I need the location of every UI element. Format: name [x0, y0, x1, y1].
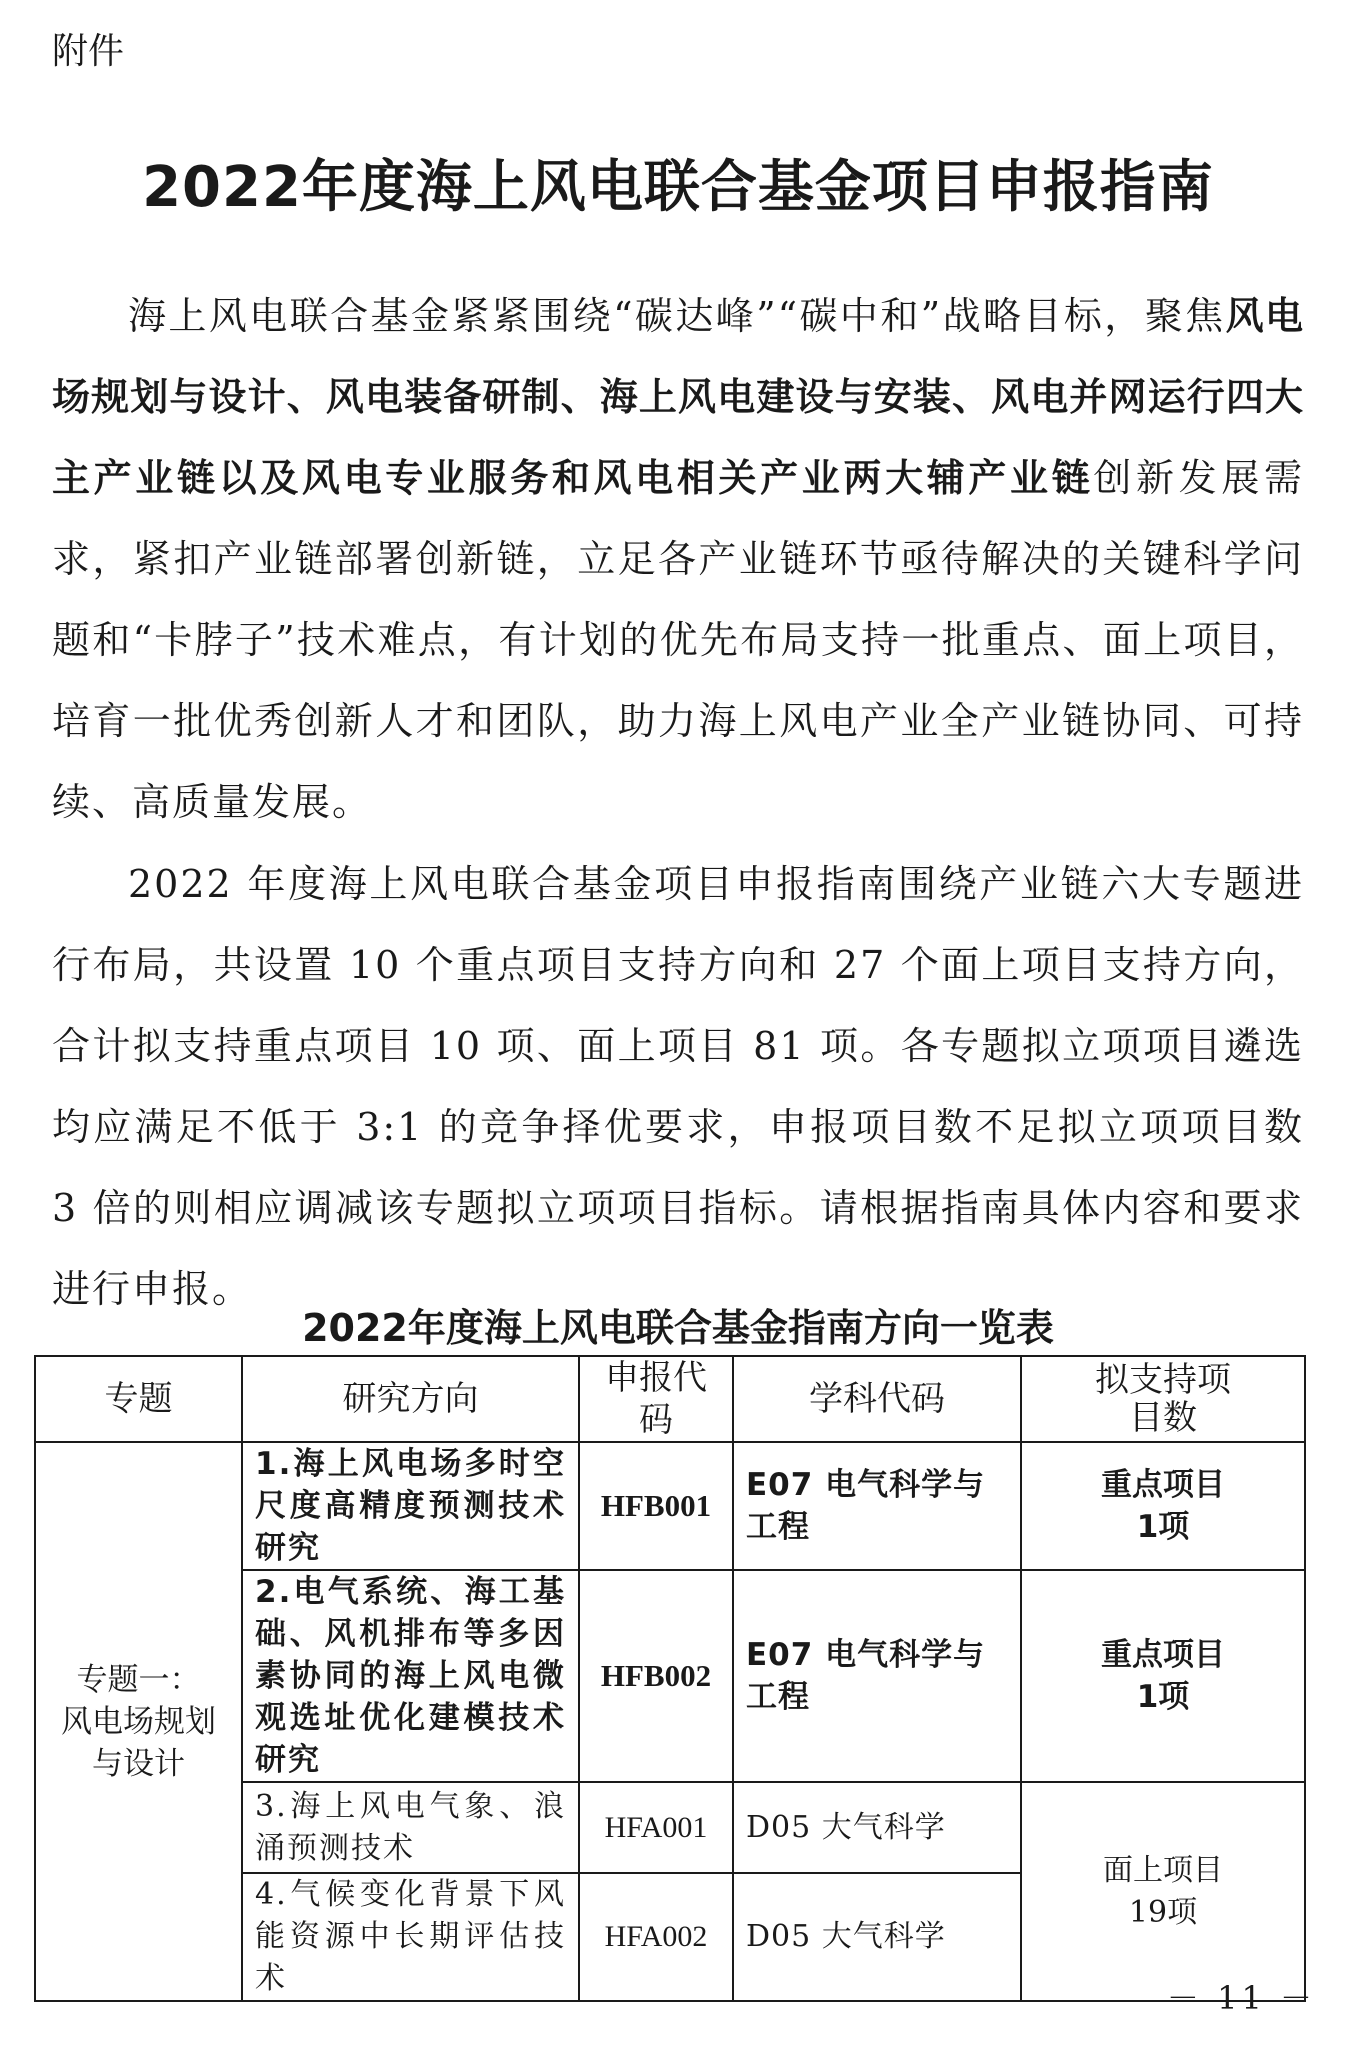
- subject-code-cell: E07 电气科学与工程: [733, 1570, 1021, 1782]
- count-line1: 重点项目: [1101, 1637, 1225, 1673]
- direction-cell: 4.气候变化背景下风能资源中长期评估技术: [242, 1873, 579, 2001]
- subject-code-cell: D05 大气科学: [733, 1873, 1021, 2001]
- intro-text: 海上风电联合基金紧紧围绕“碳达峰”“碳中和”战略目标，聚焦: [128, 294, 1226, 338]
- header-count-line2: 目数: [1129, 1398, 1197, 1438]
- intro-paragraph: [52, 276, 1304, 843]
- project-count-cell: [1021, 1782, 1305, 2001]
- header-subject-code: 学科代码: [733, 1356, 1021, 1442]
- table-title: 2022年度海上风电联合基金指南方向一览表: [302, 1306, 1054, 1350]
- header-topic: 专题: [35, 1356, 242, 1442]
- direction-cell: 1.海上风电场多时空尺度高精度预测技术研究: [242, 1442, 579, 1570]
- subject-code-cell: E07 电气科学与工程: [733, 1442, 1021, 1570]
- topic-line1: 专题一：: [76, 1661, 201, 1698]
- count-line2: 1项: [1136, 1679, 1190, 1715]
- topic-line2: 风电场规划: [61, 1703, 216, 1740]
- topic-cell: [35, 1442, 242, 2001]
- header-count-line1: 拟支持项: [1095, 1360, 1231, 1400]
- app-code-cell: HFA002: [579, 1873, 733, 2001]
- header-app-code: 申报代码: [579, 1356, 733, 1442]
- layout-paragraph: 2022 年度海上风电联合基金项目申报指南围绕产业链六大专题进行布局，共设置 10 个重点项目支持方向和 27 个面上项目支持方向，合计拟支持重点项目 10 项、面上项目 81 项。各专题拟立项项目遴选均应满足不低于 3:1 的竞争择优要求，申报项目数不足拟立项项目数 3 倍的则相应调减该专题拟立项项目指标。请根据指南具体内容和要求进行申报。: [52, 862, 1304, 1311]
- app-code-cell: HFB002: [579, 1570, 733, 1782]
- intro-rest-text: 创新发展需求，紧扣产业链部署创新链，立足各产业链环节亟待解决的关键科学问题和“卡脖子”技术难点，有计划的优先布局支持一批重点、面上项目，培育一批优秀创新人才和团队，助力海上风电产业全产业链协同、可持续、高质量发展。: [52, 456, 1304, 824]
- app-code-cell: HFA001: [579, 1782, 733, 1873]
- table-row: [35, 1442, 1305, 1570]
- project-count-cell: [1021, 1570, 1305, 1782]
- count-line1: 面上项目: [1103, 1852, 1223, 1888]
- count-line1: 重点项目: [1101, 1467, 1225, 1503]
- direction-table: [34, 1355, 1306, 2002]
- table-header-row: [35, 1356, 1305, 1442]
- industry-chain-emphasis: 风电场规划与设计、风电装备研制、海上风电建设与安装、风电并网运行四大主产业链以及风电专业服务和风电相关产业两大辅产业链: [52, 294, 1304, 500]
- app-code-cell: HFB001: [579, 1442, 733, 1570]
- count-line2: 19项: [1128, 1894, 1198, 1930]
- direction-cell: 3.海上风电气象、浪涌预测技术: [242, 1782, 579, 1873]
- document-title: 2022年度海上风电联合基金项目申报指南: [142, 155, 1214, 220]
- header-project-count: [1021, 1356, 1305, 1442]
- attachment-label: 附件: [52, 31, 125, 72]
- page-number: － 11 －: [1166, 1979, 1316, 2017]
- subject-code-cell: D05 大气科学: [733, 1782, 1021, 1873]
- count-line2: 1项: [1136, 1509, 1190, 1545]
- project-count-cell: [1021, 1442, 1305, 1570]
- topic-line3: 与设计: [92, 1745, 185, 1782]
- direction-cell: 2.电气系统、海工基础、风机排布等多因素协同的海上风电微观选址优化建模技术研究: [242, 1570, 579, 1782]
- header-direction: 研究方向: [242, 1356, 579, 1442]
